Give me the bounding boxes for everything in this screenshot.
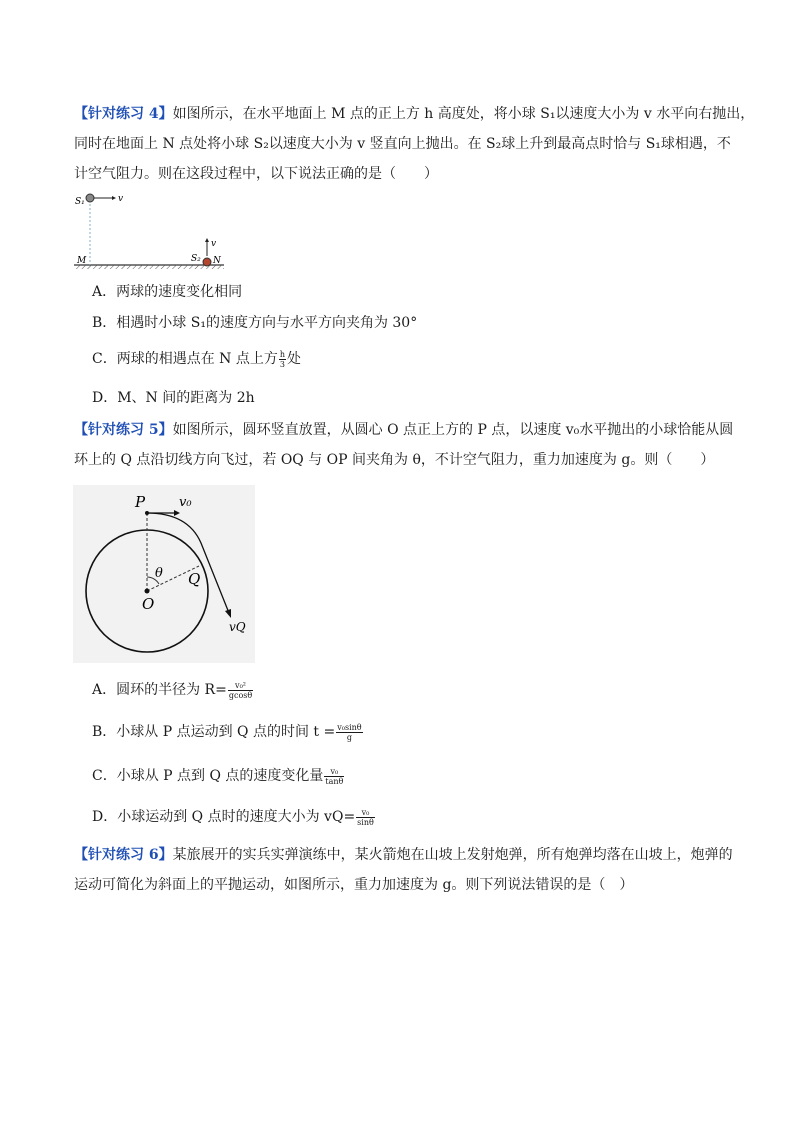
q4-option-c [92, 349, 301, 369]
q5-option-b-text: B．小球从 P 点运动到 Q 点的时间 t = [92, 724, 336, 740]
q5-option-a-text: A．圆环的半径为 R= [92, 682, 227, 698]
s1-arrowhead [112, 196, 116, 200]
q4-line-1 [74, 104, 754, 124]
q5-text-1: 如图所示，圆环竖直放置，从圆心 O 点正上方的 P 点，以速度 v₀水平抛出的小球恰能从圆 [172, 422, 734, 438]
q6-line-2: 运动可简化为斜面上的平抛运动，如图所示，重力加速度为 g。则下列说法错误的是（ ） [74, 877, 634, 893]
q6-line-1 [74, 845, 733, 865]
q4-option-c-fraction: $\frac{h}{3}$ [279, 349, 286, 369]
q4-option-a: A．两球的速度变化相同 [92, 284, 243, 300]
s1-ball [86, 194, 94, 202]
ground-hatch [74, 265, 224, 269]
q4-line-3: 计空气阻力。则在这段过程中，以下说法正确的是（ ） [74, 166, 438, 182]
q4-figure [72, 188, 232, 274]
q5-option-c-text: C．小球从 P 点到 Q 点的速度变化量 [92, 768, 324, 784]
q4-option-d: D．M、N 间的距离为 2h [92, 390, 255, 406]
vq-label: vQ [229, 620, 246, 634]
q4-line-2: 同时在地面上 N 点处将小球 S₂以速度大小为 v 竖直向上抛出。在 S₂球上升到最高点时恰与 S₁球相遇，不 [74, 136, 731, 152]
q5-option-d-fraction: $\frac{\text{v₀}}{\sin\theta}$ [357, 807, 374, 827]
q5-option-a-fraction: $\frac{\text{v₀²}}{gcos\theta}$ [228, 680, 253, 700]
p-point [145, 511, 149, 515]
s1-label: S₁ [75, 197, 85, 207]
q5-tag: 【针对练习 5】 [74, 422, 173, 438]
q6-text-1: 某旅展开的实兵实弹演练中，某火箭炮在山坡上发射炮弹，所有炮弹均落在山坡上，炮弹的 [172, 847, 733, 863]
q5-option-a [92, 680, 254, 700]
q5-option-c [92, 766, 345, 786]
v0-label: v₀ [179, 495, 192, 510]
q4-text-1: 如图所示，在水平地面上 M 点的正上方 h 高度处，将小球 S₁以速度大小为 v 水平向右抛出， [172, 106, 755, 122]
o-point [145, 589, 150, 594]
q5-option-d [92, 807, 376, 827]
s1-v-label: v [118, 194, 124, 204]
q4-option-b: B．相遇时小球 S₁的速度方向与水平方向夹角为 30° [92, 315, 418, 331]
theta-label: θ [155, 566, 163, 581]
q5-line-2: 环上的 Q 点沿切线方向飞过，若 OQ 与 OP 间夹角为 θ，不计空气阻力，重力加速度为 g。则（ ） [74, 452, 715, 468]
q-label: Q [188, 570, 201, 588]
q5-option-b [92, 722, 364, 742]
s2-ball [203, 258, 211, 266]
q5-figure [73, 485, 255, 663]
s2-arrowhead [205, 238, 209, 242]
q5-option-b-fraction: $\frac{\text{v₀sinθ}}{g}$ [337, 722, 362, 742]
o-label: O [142, 595, 155, 613]
s2-v-label: v [211, 239, 217, 249]
q5-figure-background [73, 485, 255, 663]
n-label: N [213, 256, 221, 266]
q5-option-d-text: D．小球运动到 Q 点时的速度大小为 vQ= [92, 809, 356, 825]
q6-tag: 【针对练习 6】 [74, 847, 173, 863]
s2-label: S₂ [191, 254, 201, 264]
q5-line-1 [74, 420, 733, 440]
m-label: M [77, 256, 87, 266]
q4-option-c-suffix: 处 [287, 351, 302, 367]
p-label: P [135, 493, 146, 511]
q4-tag: 【针对练习 4】 [74, 106, 173, 122]
q4-option-c-text: C．两球的相遇点在 N 点上方 [92, 351, 278, 367]
q5-option-c-fraction: $\frac{\text{v₀}}{\tan\theta}$ [325, 766, 344, 786]
